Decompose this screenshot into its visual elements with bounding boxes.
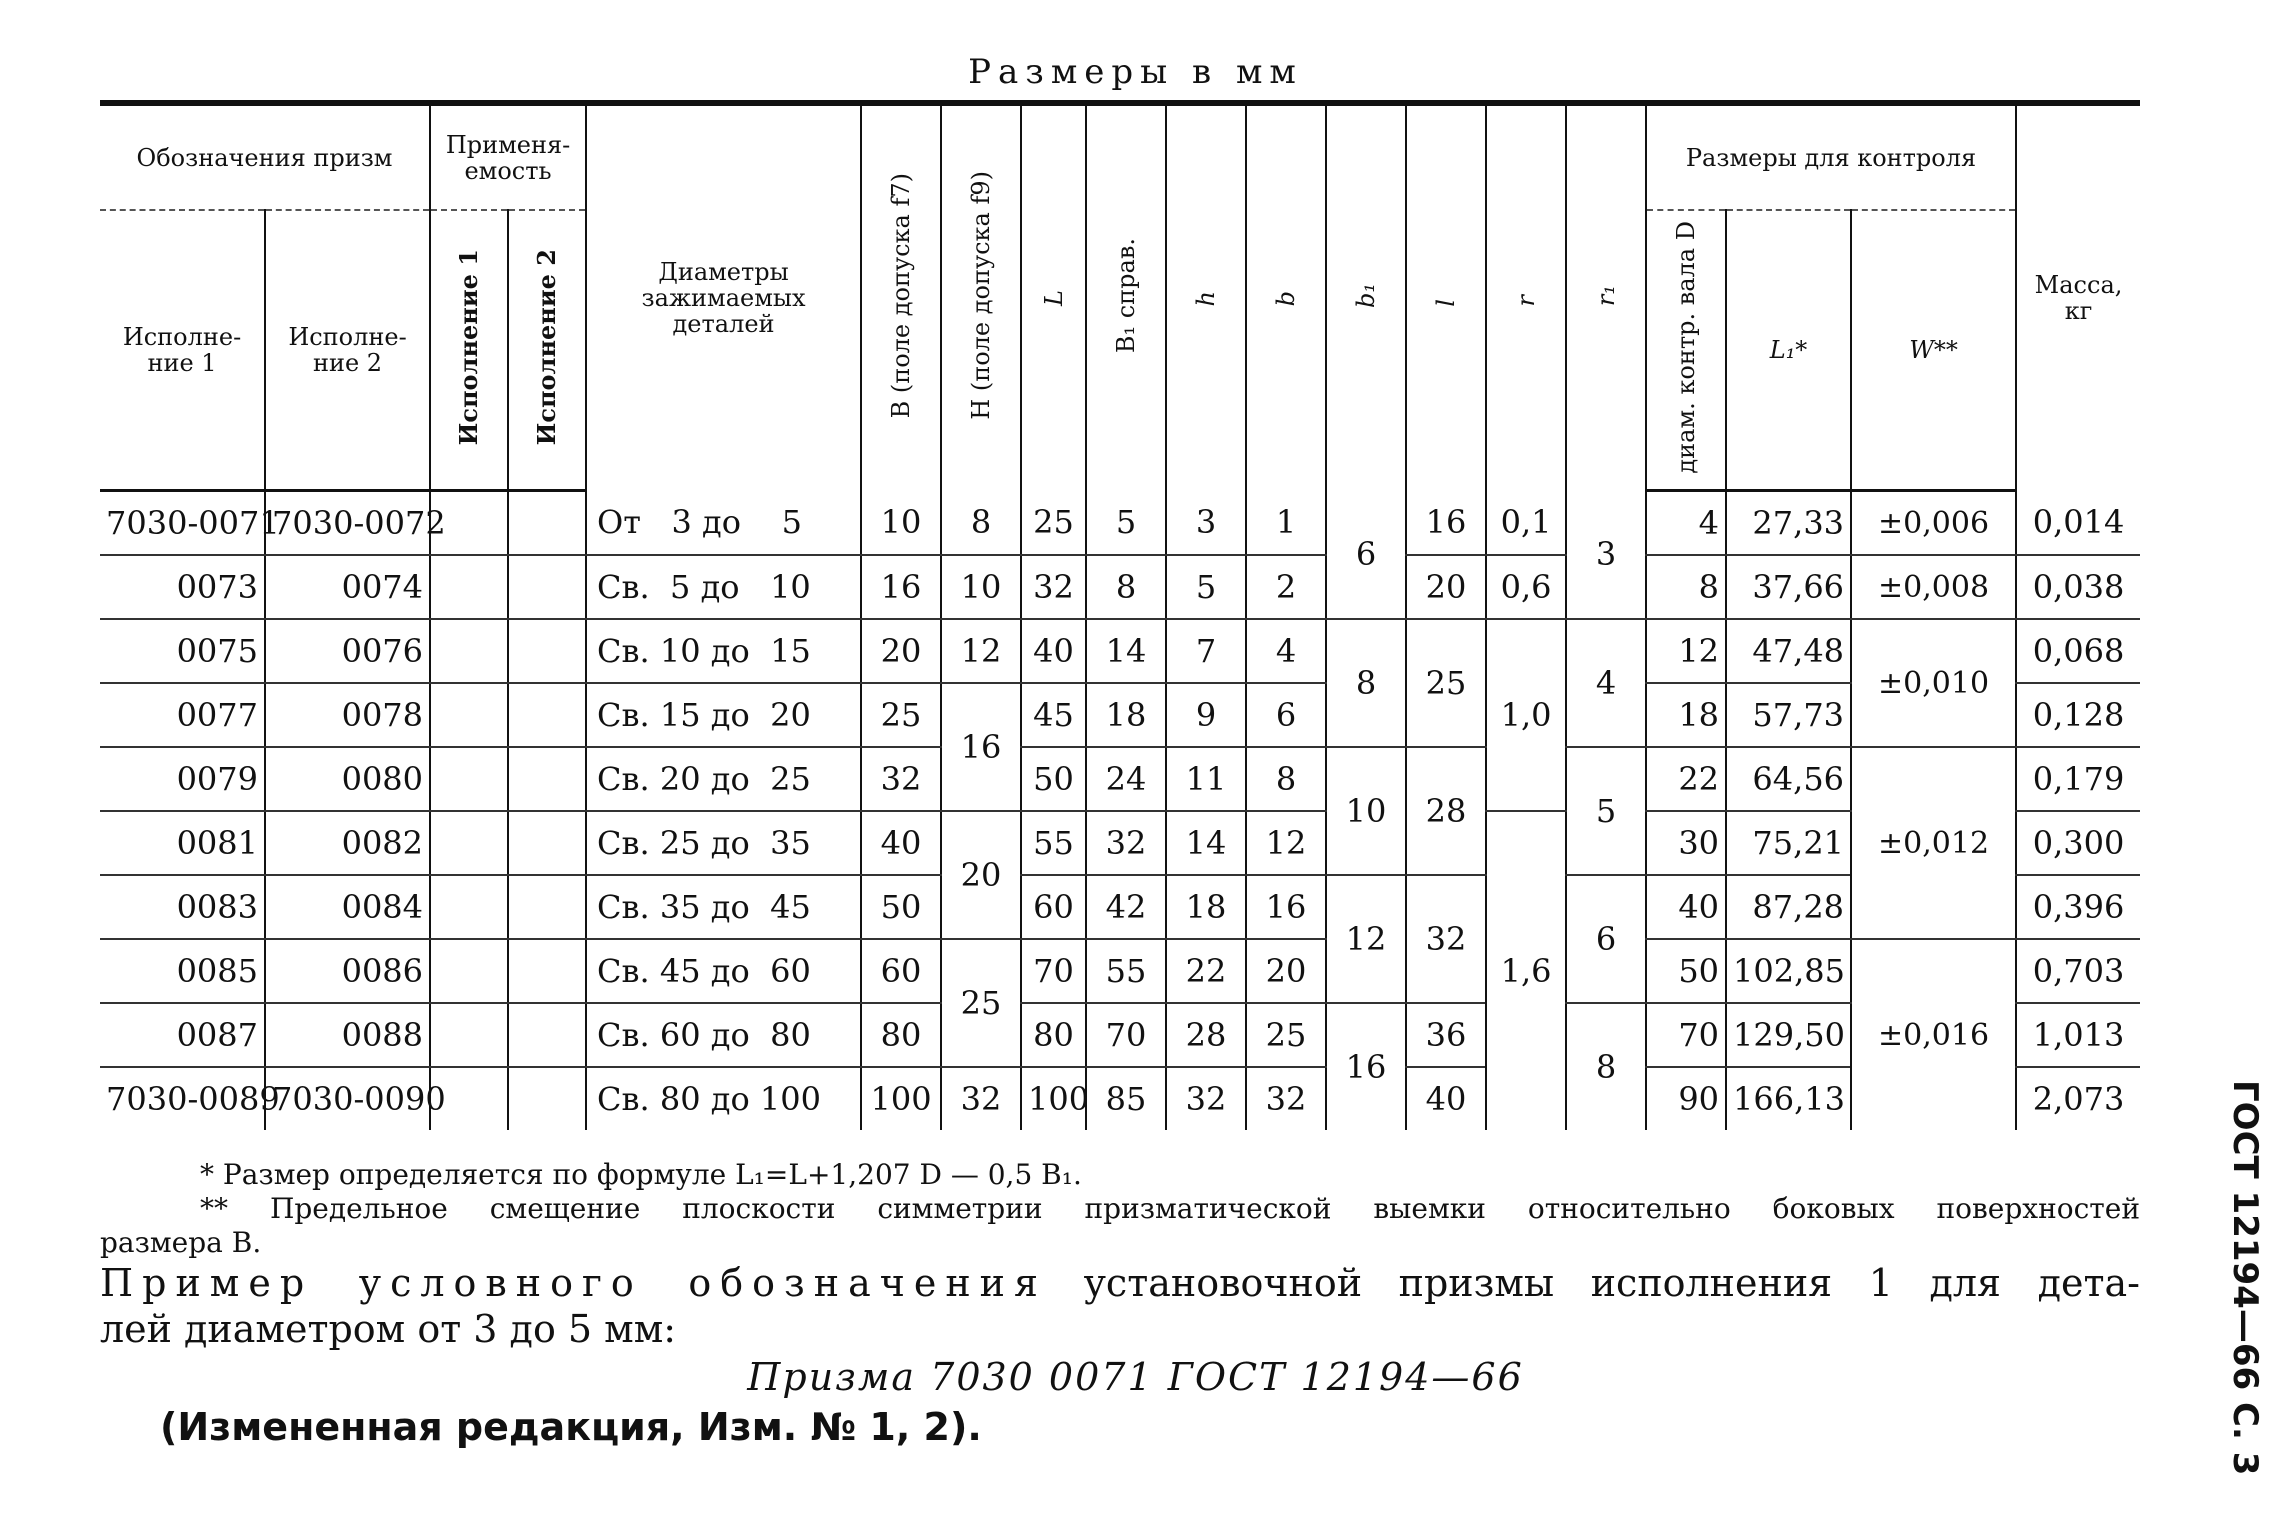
exec2-cell: 0088 [265,1003,430,1067]
W-cell: ±0,008 [1851,555,2016,619]
L1-cell: 166,13 [1726,1067,1851,1130]
l-cell: 16 [1406,491,1486,556]
l-cell: 20 [1406,555,1486,619]
B1-cell: 70 [1086,1003,1166,1067]
L1-cell: 129,50 [1726,1003,1851,1067]
mass-cell: 0,038 [2016,555,2140,619]
r-cell: 1,0 [1486,619,1566,811]
app2-cell [508,555,586,619]
D-cell: 4 [1646,491,1726,556]
exec2-cell: 7030-0072 [265,491,430,556]
exec2-cell: 0080 [265,747,430,811]
r1-cell: 4 [1566,619,1646,747]
b-cell: 1 [1246,491,1326,556]
app1-cell [430,939,508,1003]
header-exec1: Исполне-ние 1 [100,210,265,491]
app1-cell [430,747,508,811]
mass-cell: 0,128 [2016,683,2140,747]
exec1-cell: 0087 [100,1003,265,1067]
header-control: Размеры для контроля [1646,103,2016,210]
header-designations: Обозначения призм [100,103,430,210]
L1-cell: 64,56 [1726,747,1851,811]
diameter-cell: Св. 10 до 15 [586,619,861,683]
L1-cell: 47,48 [1726,619,1851,683]
mass-cell: 0,300 [2016,811,2140,875]
example-line-1 [100,1260,2140,1306]
D-cell: 18 [1646,683,1726,747]
app1-cell [430,875,508,939]
H-cell: 20 [941,811,1021,939]
app2-cell [508,811,586,875]
r1-cell: 5 [1566,747,1646,875]
mass-cell: 0,014 [2016,491,2140,556]
header-W: W** [1851,210,2016,491]
example-formula: Призма 7030 0071 ГОСТ 12194—66 [747,1355,1524,1399]
footnote-2-continuation: размера B. [100,1226,262,1259]
b1-cell: 6 [1326,491,1406,620]
exec2-cell: 0078 [265,683,430,747]
H-cell: 25 [941,939,1021,1067]
header-b: b [1246,103,1326,491]
L-cell: 32 [1021,555,1086,619]
header-r1: r₁ [1566,103,1646,491]
exec1-cell: 0073 [100,555,265,619]
table-row [100,1067,2140,1130]
W-cell: ±0,010 [1851,619,2016,747]
D-cell: 30 [1646,811,1726,875]
l-cell: 28 [1406,747,1486,875]
D-cell: 12 [1646,619,1726,683]
B-cell: 10 [861,491,941,556]
D-cell: 40 [1646,875,1726,939]
example-line-2: лей диаметром от 3 до 5 мм: [100,1307,677,1351]
W-cell: ±0,016 [1851,939,2016,1130]
L-cell: 25 [1021,491,1086,556]
L1-cell: 37,66 [1726,555,1851,619]
h-cell: 7 [1166,619,1246,683]
r1-cell: 8 [1566,1003,1646,1130]
L-cell: 45 [1021,683,1086,747]
table-row [100,1003,2140,1067]
b-cell: 2 [1246,555,1326,619]
table-row [100,491,2140,556]
L-cell: 60 [1021,875,1086,939]
exec1-cell: 7030-0071 [100,491,265,556]
footnote-2: ** Предельное смещение плоскости симметрии призматической выемки относительно боковых поверхностей [200,1192,2140,1225]
header-L: L [1021,103,1086,491]
B1-cell: 5 [1086,491,1166,556]
exec1-cell: 0081 [100,811,265,875]
exec2-cell: 0074 [265,555,430,619]
app2-cell [508,1067,586,1130]
B1-cell: 14 [1086,619,1166,683]
dimensions-table [100,100,2140,1130]
diameter-cell: Св. 5 до 10 [586,555,861,619]
L-cell: 100 [1021,1067,1086,1130]
B-cell: 60 [861,939,941,1003]
standard-page-reference: ГОСТ 12194—66 С. 3 [2225,1080,2265,1476]
h-cell: 5 [1166,555,1246,619]
exec1-cell: 7030-0089 [106,1080,280,1118]
b-cell: 25 [1246,1003,1326,1067]
r1-cell: 3 [1566,491,1646,620]
exec1-cell: 0079 [100,747,265,811]
diameter-cell: Св. 15 до 20 [586,683,861,747]
b-cell: 32 [1246,1067,1326,1130]
app2-cell [508,491,586,556]
h-cell: 14 [1166,811,1246,875]
D-cell: 8 [1646,555,1726,619]
edition-note: (Измененная редакция, Изм. № 1, 2). [160,1405,982,1449]
example-rest: установочной призмы исполнения 1 для дета- [1083,1261,2140,1305]
app2-cell [508,619,586,683]
W-cell: ±0,006 [1851,491,2016,556]
exec1-cell: 0083 [100,875,265,939]
table-row [100,555,2140,619]
B1-cell: 42 [1086,875,1166,939]
header-r: r [1486,103,1566,491]
H-cell: 16 [941,683,1021,811]
r-cell: 1,6 [1486,811,1566,1130]
header-b1: b₁ [1326,103,1406,491]
exec2-cell: 0076 [265,619,430,683]
header-exec2: Исполне-ние 2 [265,210,430,491]
diameter-cell: От 3 до 5 [586,491,861,556]
L1-cell: 87,28 [1726,875,1851,939]
H-cell: 12 [941,619,1021,683]
app2-cell [508,875,586,939]
B1-cell: 8 [1086,555,1166,619]
r-cell: 0,6 [1486,555,1566,619]
app2-cell [508,1003,586,1067]
B-cell: 40 [861,811,941,875]
r-cell: 0,1 [1486,491,1566,556]
B-cell: 80 [861,1003,941,1067]
B-cell: 32 [861,747,941,811]
b-cell: 12 [1246,811,1326,875]
footnotes [100,1158,2140,1260]
app1-cell [430,555,508,619]
mass-cell: 0,179 [2016,747,2140,811]
app2-cell [508,747,586,811]
diameter-cell: Св. 35 до 45 [586,875,861,939]
exec2-cell: 0084 [265,875,430,939]
r1-cell: 6 [1566,875,1646,1003]
diameter-cell: Св. 45 до 60 [586,939,861,1003]
app1-cell [430,683,508,747]
table-row [100,939,2140,1003]
b-cell: 16 [1246,875,1326,939]
table-row [100,875,2140,939]
b-cell: 6 [1246,683,1326,747]
header-h: h [1166,103,1246,491]
header-app-exec1: Исполнение 1 [430,210,508,491]
B-cell: 16 [861,555,941,619]
mass-cell: 2,073 [2016,1067,2140,1130]
H-cell: 8 [941,491,1021,556]
diameter-cell: Св. 80 до 100 [586,1067,861,1130]
h-cell: 9 [1166,683,1246,747]
H-cell: 10 [941,555,1021,619]
l-cell: 25 [1406,619,1486,747]
W-cell: ±0,012 [1851,747,2016,939]
D-cell: 70 [1646,1003,1726,1067]
H-cell: 32 [941,1067,1021,1130]
L1-cell: 102,85 [1726,939,1851,1003]
b-cell: 4 [1246,619,1326,683]
L-cell: 55 [1021,811,1086,875]
diameter-cell: Св. 25 до 35 [586,811,861,875]
mass-cell: 1,013 [2016,1003,2140,1067]
header-L1: L₁* [1726,210,1851,491]
header-H: H (поле допуска f9) [941,103,1021,491]
exec1-cell: 0085 [100,939,265,1003]
B1-cell: 85 [1086,1067,1166,1130]
b1-cell: 10 [1326,747,1406,875]
header-D: диам. контр. вала D [1646,210,1726,491]
header-l: l [1406,103,1486,491]
b-cell: 20 [1246,939,1326,1003]
B-cell: 100 [861,1067,941,1130]
l-cell: 40 [1406,1067,1486,1130]
designation-example [100,1260,2140,1352]
l-cell: 36 [1406,1003,1486,1067]
h-cell: 11 [1166,747,1246,811]
L-cell: 80 [1021,1003,1086,1067]
table-caption: Размеры в мм [968,52,1303,92]
D-cell: 22 [1646,747,1726,811]
B-cell: 25 [861,683,941,747]
h-cell: 22 [1166,939,1246,1003]
h-cell: 28 [1166,1003,1246,1067]
b1-cell: 12 [1326,875,1406,1003]
exec1-cell: 0077 [100,683,265,747]
B1-cell: 18 [1086,683,1166,747]
app2-cell [508,939,586,1003]
app1-cell [430,1003,508,1067]
L-cell: 40 [1021,619,1086,683]
b1-cell: 16 [1326,1003,1406,1130]
header-app-exec2: Исполнение 2 [508,210,586,491]
footnote-1: * Размер определяется по формуле L₁=L+1,207 D — 0,5 B₁. [200,1158,1082,1191]
h-cell: 3 [1166,491,1246,556]
table-row [100,683,2140,747]
mass-cell: 0,396 [2016,875,2140,939]
B-cell: 50 [861,875,941,939]
table-row [100,619,2140,683]
header-B: B (поле допуска f7) [861,103,941,491]
exec1-cell: 0075 [100,619,265,683]
b-cell: 8 [1246,747,1326,811]
app2-cell [508,683,586,747]
header-diameters: Диаметры зажимаемых деталей [586,103,861,491]
L1-cell: 75,21 [1726,811,1851,875]
exec2-cell: 7030-0090 [265,1067,430,1130]
L-cell: 50 [1021,747,1086,811]
mass-cell: 0,703 [2016,939,2140,1003]
table-row [100,811,2140,875]
header-B1: B₁ справ. [1086,103,1166,491]
D-cell: 90 [1646,1067,1726,1130]
B-cell: 20 [861,619,941,683]
h-cell: 18 [1166,875,1246,939]
app1-cell [430,619,508,683]
mass-cell: 0,068 [2016,619,2140,683]
L1-cell: 27,33 [1726,491,1851,556]
diameter-cell: Св. 20 до 25 [586,747,861,811]
D-cell: 50 [1646,939,1726,1003]
L-cell: 70 [1021,939,1086,1003]
app1-cell [430,811,508,875]
B1-cell: 55 [1086,939,1166,1003]
B1-cell: 32 [1086,811,1166,875]
exec2-cell: 0086 [265,939,430,1003]
l-cell: 32 [1406,875,1486,1003]
L1-cell: 57,73 [1726,683,1851,747]
diameter-cell: Св. 60 до 80 [586,1003,861,1067]
table-row [100,747,2140,811]
b1-cell: 8 [1326,619,1406,747]
example-lead: Пример условного обозначения [100,1261,1047,1305]
header-mass: Масса, кг [2016,103,2140,491]
B1-cell: 24 [1086,747,1166,811]
exec2-cell: 0082 [265,811,430,875]
h-cell: 32 [1166,1067,1246,1130]
header-applicability: Применя-емость [430,103,586,210]
